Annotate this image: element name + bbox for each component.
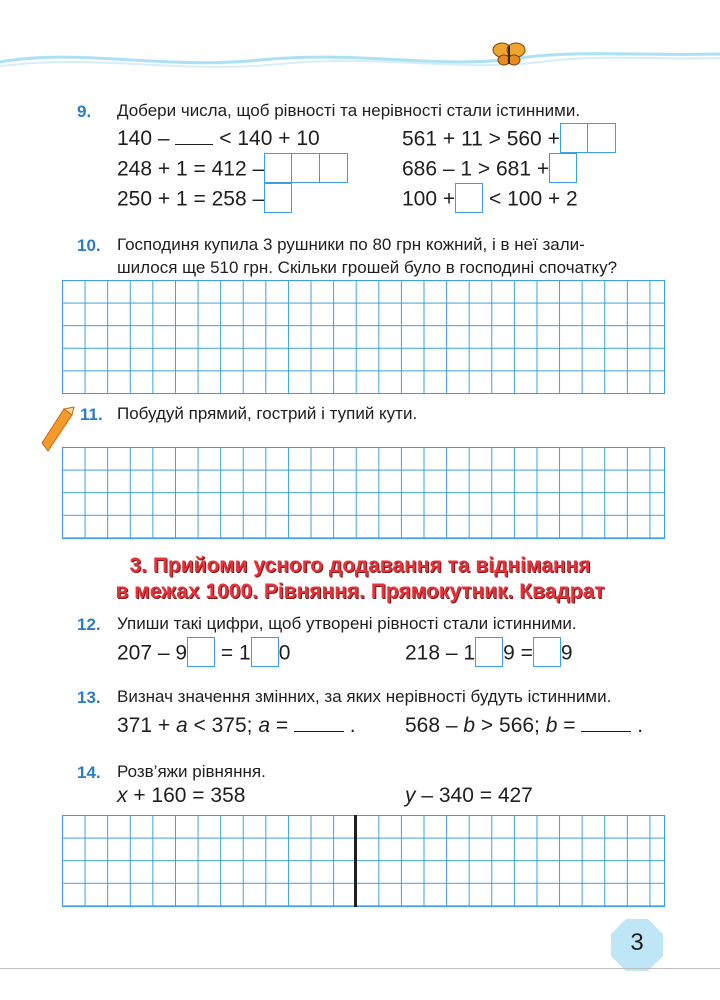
bottom-rule <box>0 968 720 969</box>
task-14-equation-2: y – 340 = 427 <box>405 784 533 807</box>
task-12-number: 12. <box>77 615 101 634</box>
section-heading-line-2: в межах 1000. Рівняння. Прямокутник. Квадрат <box>115 580 605 603</box>
task-12-text: Упиши такі цифри, щоб утворені рівності стали істинними. <box>117 614 577 633</box>
task-11-number: 11. <box>80 405 103 424</box>
section-heading-line-1: 3. Прийоми усного додавання та віднімання <box>129 554 591 577</box>
task-14-number: 14. <box>77 763 101 782</box>
task-10-answer-grid[interactable] <box>62 280 665 394</box>
task-9-expr-3: 250 + 1 = 258 – <box>117 187 292 213</box>
task-14-answer-grid[interactable] <box>62 815 665 907</box>
task-14-text: Розв’яжи рівняння. <box>117 762 266 781</box>
task-9-expr-4: 561 + 11 > 560 + <box>402 127 616 153</box>
task-13-text: Визнач значення змінних, за яких нерівності будуть істинними. <box>117 687 612 706</box>
grid-divider <box>354 815 357 907</box>
digit-box[interactable] <box>187 637 215 667</box>
task-11-answer-grid[interactable] <box>62 447 665 539</box>
digit-box[interactable] <box>292 153 320 183</box>
top-wave-decoration <box>0 40 720 80</box>
task-11-text: Побудуй прямий, гострий і тупий кути. <box>117 404 418 423</box>
digit-box[interactable] <box>533 637 561 667</box>
digit-box[interactable] <box>320 153 348 183</box>
digit-box[interactable] <box>588 123 616 153</box>
answer-blank[interactable] <box>294 729 344 732</box>
task-13-expr-1: 371 + a < 375; a = . <box>117 714 356 737</box>
task-9-expr-6: 100 + < 100 + 2 <box>402 187 578 213</box>
digit-box[interactable] <box>560 123 588 153</box>
task-13-expr-2: 568 – b > 566; b = . <box>405 714 644 737</box>
task-9-expr-2: 248 + 1 = 412 – <box>117 157 348 183</box>
digit-box[interactable] <box>264 183 292 213</box>
task-9-expr-1: 140 – < 140 + 10 <box>117 127 320 150</box>
task-10-line-1: Господиня купила 3 рушники по 80 грн кожний, і в неї зали- <box>117 235 585 254</box>
task-10-line-2: шилося ще 510 грн. Скільки грошей було в господині спочатку? <box>117 258 618 277</box>
page-number: 3 <box>630 929 644 956</box>
digit-box[interactable] <box>549 153 577 183</box>
task-13-number: 13. <box>77 688 101 707</box>
task-12-expr-1: 207 – 9 = 1 0 <box>117 641 290 667</box>
task-14-equation-1: x + 160 = 358 <box>117 784 246 807</box>
pencil-icon <box>40 405 76 453</box>
task-9-text: Добери числа, щоб рівності та нерівності стали істинними. <box>117 101 581 120</box>
answer-blank[interactable] <box>581 729 631 732</box>
task-9-number: 9. <box>77 102 92 121</box>
task-9-expr-5: 686 – 1 > 681 + <box>402 157 577 183</box>
digit-box[interactable] <box>264 153 292 183</box>
digit-box[interactable] <box>251 637 279 667</box>
butterfly-icon <box>492 40 526 68</box>
digit-box[interactable] <box>455 183 483 213</box>
task-10-number: 10. <box>77 236 101 255</box>
answer-blank[interactable] <box>175 142 213 145</box>
digit-box[interactable] <box>475 637 503 667</box>
task-12-expr-2: 218 – 1 9 = 9 <box>405 641 573 667</box>
